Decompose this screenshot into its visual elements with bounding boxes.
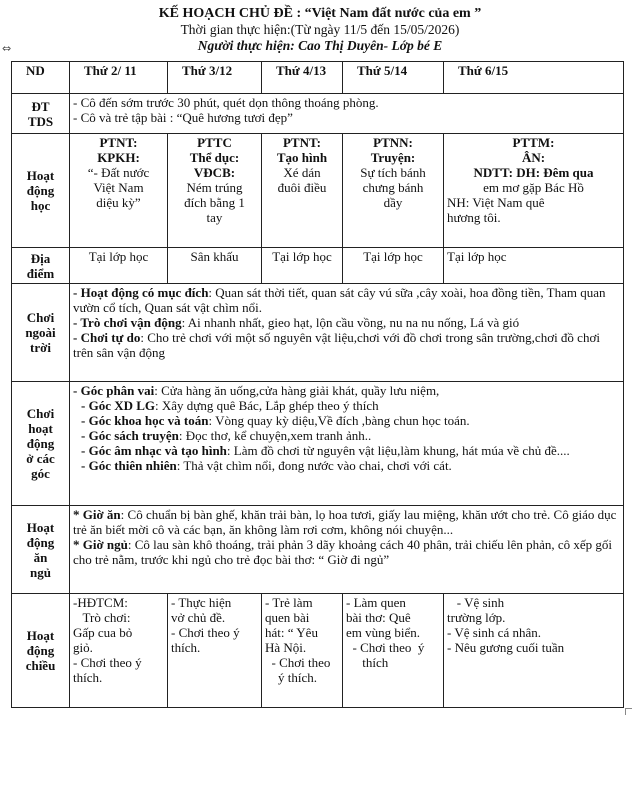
lesson-fri: PTTM: ÂN: NDTT: DH: Đêm qua em mơ gặp Bác Hồ NH: Việt Nam quê hương tôi. — [444, 134, 624, 248]
location-thu: Tại lớp học — [343, 248, 444, 284]
location-fri: Tại lớp học — [444, 248, 624, 284]
afternoon-tue: - Thực hiện vở chủ đề. - Chơi theo ý thích. — [168, 594, 262, 708]
row-an-ngu — [12, 506, 624, 594]
dt-tds-content: - Cô đến sớm trước 30 phút, quét dọn thông thoáng phòng. - Cô và trẻ tập bài : “Quê hương tươi đẹp” — [70, 94, 624, 134]
header-row — [12, 62, 624, 94]
row-dt-tds — [12, 94, 624, 134]
location-wed: Tại lớp học — [262, 248, 343, 284]
location-tue: Sân khấu — [168, 248, 262, 284]
col-header-mon: Thứ 2/ 11 — [70, 62, 168, 94]
row-label-dia-diem: Địa điểm — [12, 248, 70, 284]
row-hoat-dong-hoc — [12, 134, 624, 248]
lesson-wed: PTNT: Tạo hình Xé dán đuôi điều — [262, 134, 343, 248]
meal-nap-content: * Giờ ăn: Cô chuẩn bị bàn ghế, khăn trải bàn, lọ hoa tươi, giấy lau miệng, khăn ướt cho trẻ. Cô giáo dục trẻ ăn biết mời cô và các bạn, ăn không làm rơi cơm, không nói chuyện... * Giờ ngủ: Cô lau sàn khô thoáng, trải phản 3 dãy khoảng cách 40 phân, trải chiếu lên phản, cô xếp gối cho trẻ nằm, trước khi ngủ cho trẻ đọc bài thơ: “ Giờ đi ngủ” — [70, 506, 624, 594]
row-label-hoat-dong-hoc: Hoạt động học — [12, 134, 70, 248]
outdoor-play-content: - Hoạt động có mục đích: Quan sát thời tiết, quan sát cây vú sữa ,cây xoài, hoa đồng tiền, Tham quan vườn cổ tích, Quan sát vật chìm nổi. - Trò chơi vận động: Ai nhanh nhất, gieo hạt, lộn cầu vồng, nu na nu nống, Lá và gió - Chơi tự do: Cho trẻ chơi với một số nguyên vật liệu,chơi với đồ chơi trong sân trường,chơi đồ chơi trên sân vận động — [70, 284, 624, 382]
row-label-dt-tds: ĐT TDS — [12, 94, 70, 134]
row-choi-ngoai-troi — [12, 284, 624, 382]
col-header-nd: ND — [12, 62, 70, 94]
corner-play-content: - Góc phân vai: Cửa hàng ăn uống,cửa hàng giải khát, quầy lưu niệm, - Góc XD LG: Xây dựng quê Bác, Lắp ghép theo ý thích - Góc khoa học và toán: Vòng quay kỳ diệu,Về đích ,bàng chun học toán. - Góc sách truyện: Đọc thơ, kể chuyện,xem tranh ảnh.. - Góc âm nhạc và tạo hình: Làm đồ chơi từ nguyên vật liệu,làm khung, hát múa về chủ đề.... - Góc thiên nhiên: Thả vật chìm nổi, đong nước vào chai, chơi với cát. — [70, 382, 624, 506]
row-hoat-dong-chieu — [12, 594, 624, 708]
row-label-choi-goc: Chơi hoạt động ở các góc — [12, 382, 70, 506]
time-range: Thời gian thực hiện:(Từ ngày 11/5 đến 15/05/2026) — [180, 22, 460, 37]
col-header-tue: Thứ 3/12 — [168, 62, 262, 94]
afternoon-fri: - Vệ sinh trường lớp. - Vệ sinh cá nhân. - Nêu gương cuối tuần — [444, 594, 624, 708]
row-label-hoat-dong-chieu: Hoạt động chiều — [12, 594, 70, 708]
lesson-thu: PTNN: Truyện: Sự tích bánh chưng bánh dầy — [343, 134, 444, 248]
table-move-handle-icon[interactable]: ⇔ — [2, 42, 12, 55]
col-header-wed: Thứ 4/13 — [262, 62, 343, 94]
lesson-tue: PTTC Thể dục: VĐCB: Ném trúng đích bằng 1 tay — [168, 134, 262, 248]
lesson-mon: PTNT: KPKH: “- Đất nước Việt Nam diệu kỳ” — [70, 134, 168, 248]
location-mon: Tại lớp học — [70, 248, 168, 284]
page-corner-mark — [625, 708, 632, 715]
plan-table — [11, 61, 624, 708]
col-header-fri: Thứ 6/15 — [444, 62, 624, 94]
afternoon-wed: - Trẻ làm quen bài hát: “ Yêu Hà Nội. - Chơi theo ý thích. — [262, 594, 343, 708]
row-label-choi-ngoai-troi: Chơi ngoài trời — [12, 284, 70, 382]
document-title: KẾ HOẠCH CHỦ ĐỀ : “Việt Nam đất nước của em ” — [158, 6, 482, 21]
row-label-an-ngu: Hoạt động ăn ngủ — [12, 506, 70, 594]
teacher-info: Người thực hiện: Cao Thị Duyên- Lớp bé E — [197, 38, 443, 53]
afternoon-thu: - Làm quen bài thơ: Quê em vùng biển. - Chơi theo ý thích — [343, 594, 444, 708]
row-choi-goc — [12, 382, 624, 506]
row-dia-diem — [12, 248, 624, 284]
afternoon-mon: -HĐTCM: Trò chơi: Gấp cua bỏ giỏ. - Chơi theo ý thích. — [70, 594, 168, 708]
col-header-thu: Thứ 5/14 — [343, 62, 444, 94]
